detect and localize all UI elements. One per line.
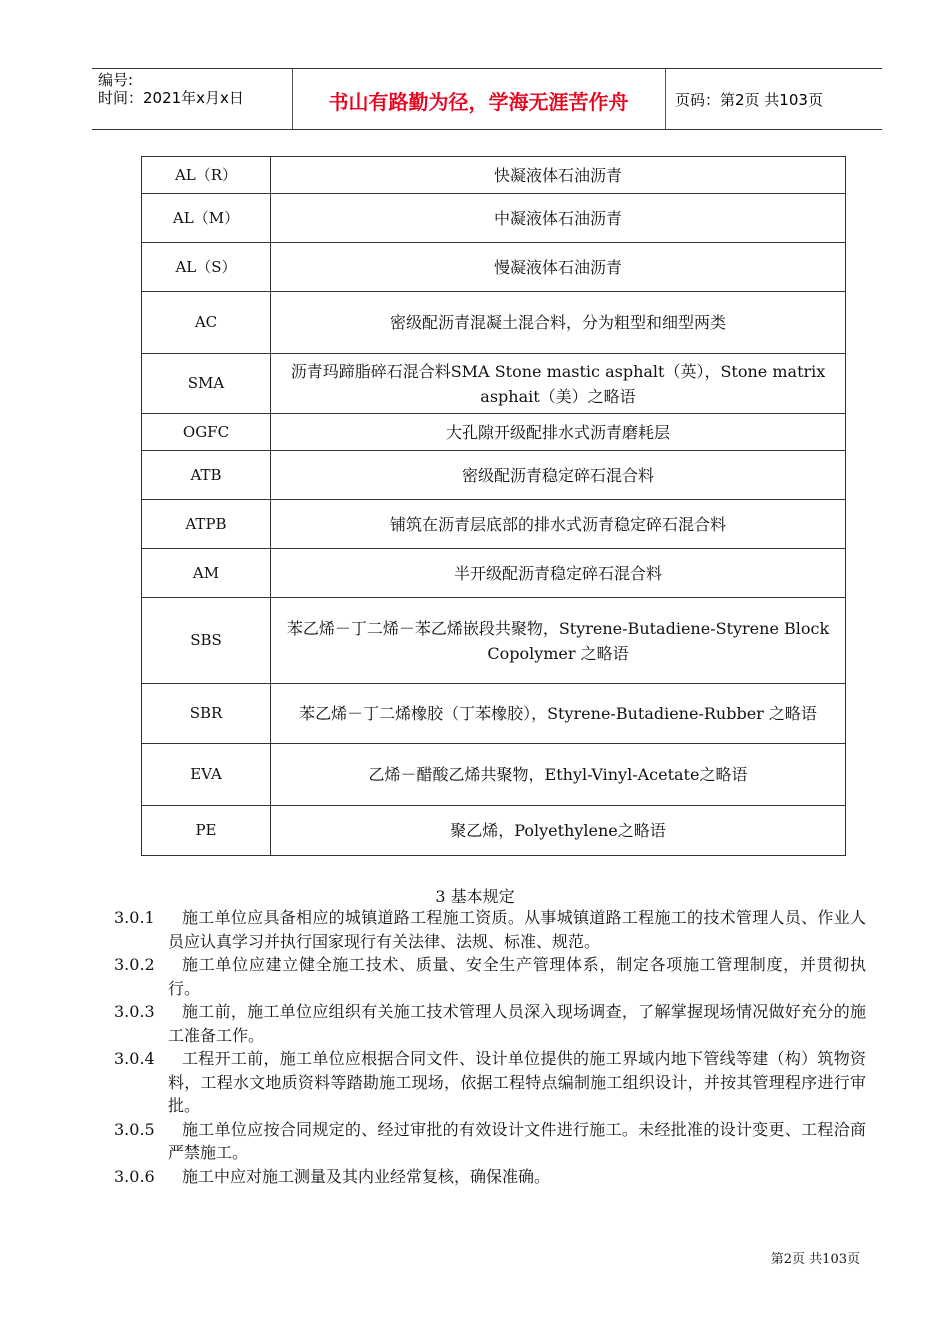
term-description: 苯乙烯－丁二烯－苯乙烯嵌段共聚物，Styrene-Butadiene-Styrene Block Copolymer 之略语	[271, 598, 846, 684]
table-row	[142, 806, 846, 856]
term-code: SBS	[142, 598, 271, 684]
clause-text: 施工单位应建立健全施工技术、质量、安全生产管理体系，制定各项施工管理制度，并贯彻执行。	[168, 955, 866, 998]
table-row	[142, 292, 846, 354]
clause-item	[114, 1165, 866, 1189]
table-row	[142, 684, 846, 744]
term-description: 中凝液体石油沥青	[271, 194, 846, 243]
table-row	[142, 500, 846, 549]
header-page-number: 页码：第2页 共103页	[675, 91, 823, 109]
table-row	[142, 157, 846, 194]
footer-page-number: 第2页 共103页	[770, 1252, 860, 1267]
clause-number: 3.0.5	[114, 1119, 155, 1139]
term-code: AL（M）	[142, 194, 271, 243]
clause-item	[114, 1118, 866, 1165]
table-row	[142, 194, 846, 243]
term-description: 密级配沥青稳定碎石混合料	[271, 451, 846, 500]
term-code: AL（S）	[142, 243, 271, 292]
term-code: SBR	[142, 684, 271, 744]
term-description: 快凝液体石油沥青	[271, 157, 846, 194]
clause-number: 3.0.1	[114, 908, 155, 927]
clause-number: 3.0.2	[114, 955, 155, 974]
clause-text: 施工前，施工单位应组织有关施工技术管理人员深入现场调查，了解掌握现场情况做好充分的施工准备工作。	[168, 1002, 866, 1045]
term-description: 慢凝液体石油沥青	[271, 243, 846, 292]
clause-item	[114, 1000, 866, 1047]
table-row	[142, 744, 846, 806]
clause-text: 施工单位应按合同规定的、经过审批的有效设计文件进行施工。未经批准的设计变更、工程洽商严禁施工。	[168, 1119, 866, 1162]
table-row	[142, 451, 846, 500]
clause-item	[114, 1047, 866, 1118]
term-description: 沥青玛蹄脂碎石混合料SMA Stone mastic asphalt（英），Stone matrix asphait（美）之略语	[271, 354, 846, 414]
page-header	[92, 68, 882, 130]
term-description: 大孔隙开级配排水式沥青磨耗层	[271, 414, 846, 451]
header-meta	[98, 71, 244, 107]
clause-number: 3.0.4	[114, 1049, 155, 1068]
term-code: SMA	[142, 354, 271, 414]
table-row	[142, 414, 846, 451]
term-code: ATPB	[142, 500, 271, 549]
term-description: 聚乙烯，Polyethylene之略语	[271, 806, 846, 856]
table-row	[142, 598, 846, 684]
term-description: 半开级配沥青稳定碎石混合料	[271, 549, 846, 598]
term-description: 乙烯－醋酸乙烯共聚物，Ethyl-Vinyl-Acetate之略语	[271, 744, 846, 806]
term-code: PE	[142, 806, 271, 856]
header-divider	[665, 69, 666, 129]
term-code: AM	[142, 549, 271, 598]
clause-item	[114, 906, 866, 953]
term-description: 铺筑在沥青层底部的排水式沥青稳定碎石混合料	[271, 500, 846, 549]
term-code: EVA	[142, 744, 271, 806]
table-row	[142, 354, 846, 414]
term-code: ATB	[142, 451, 271, 500]
clause-text: 工程开工前，施工单位应根据合同文件、设计单位提供的施工界域内地下管线等建（构）筑物资料，工程水文地质资料等踏勘施工现场，依据工程特点编制施工组织设计，并按其管理程序进行审批。	[168, 1049, 866, 1115]
table-row	[142, 549, 846, 598]
clause-item	[114, 953, 866, 1000]
clause-text: 施工单位应具备相应的城镇道路工程施工资质。从事城镇道路工程施工的技术管理人员、作业人员应认真学习并执行国家现行有关法律、法规、标准、规范。	[168, 908, 866, 951]
clause-list	[114, 906, 866, 1188]
term-code: OGFC	[142, 414, 271, 451]
abbreviation-table	[141, 156, 846, 856]
term-code: AL（R）	[142, 157, 271, 194]
term-code: AC	[142, 292, 271, 354]
table-row	[142, 243, 846, 292]
header-time-label: 时间：2021年x月x日	[98, 89, 244, 107]
section-title: 3 基本规定	[435, 887, 515, 906]
clause-number: 3.0.3	[114, 1002, 155, 1021]
term-description: 苯乙烯－丁二烯橡胶（丁苯橡胶），Styrene-Butadiene-Rubber 之略语	[271, 684, 846, 744]
term-description: 密级配沥青混凝土混合料，分为粗型和细型两类	[271, 292, 846, 354]
header-number-label: 编号:	[98, 71, 134, 89]
clause-text: 施工中应对施工测量及其内业经常复核，确保准确。	[182, 1166, 551, 1186]
clause-number: 3.0.6	[114, 1166, 155, 1186]
header-motto: 书山有路勤为径，学海无涯苦作舟	[328, 90, 629, 114]
